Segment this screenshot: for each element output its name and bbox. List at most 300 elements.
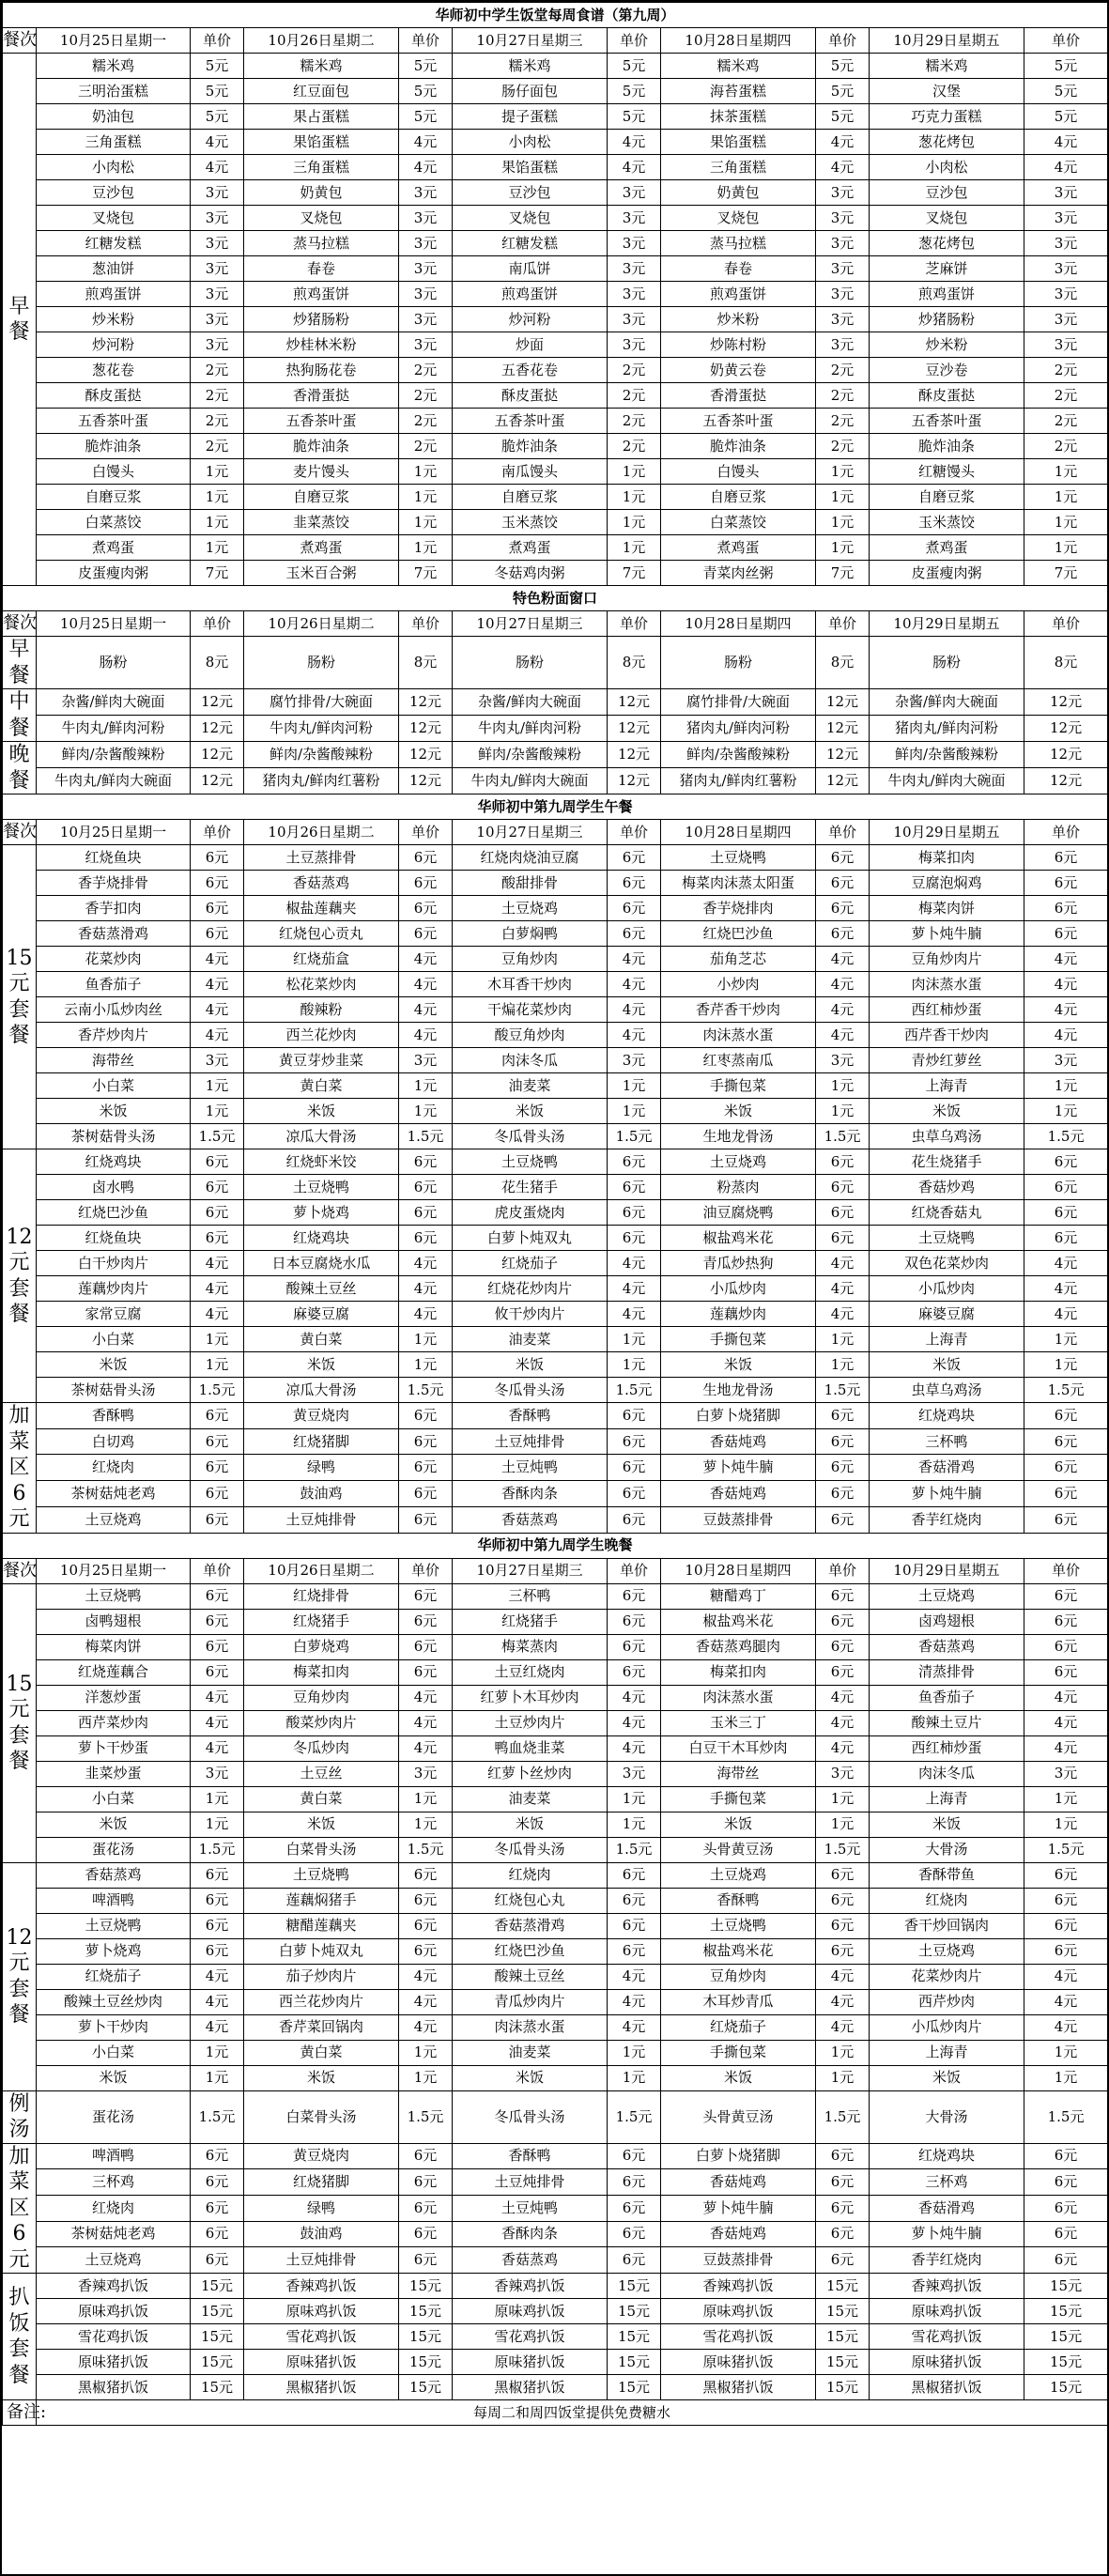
price-cell: 6元: [608, 1609, 661, 1634]
dish-cell: 香芹菜回锅肉: [244, 2014, 399, 2040]
dish-cell: 白萝卜炖双丸: [244, 1938, 399, 1964]
dish-cell: 生地龙骨汤: [661, 1378, 816, 1403]
dish-cell: 油麦菜: [453, 1073, 608, 1099]
dish-cell: 椒盐鸡米花: [661, 1226, 816, 1251]
price-cell: 6元: [816, 1609, 870, 1634]
price-cell: 6元: [191, 921, 244, 947]
price-cell: 6元: [191, 2221, 244, 2247]
dish-cell: 萝卜炖牛腩: [870, 1481, 1024, 1507]
dish-cell: 香酥带鱼: [870, 1862, 1024, 1888]
price-cell: 6元: [1024, 1506, 1108, 1533]
price-cell: 15元: [816, 2299, 870, 2324]
dish-cell: 红烧鱼块: [37, 1226, 191, 1251]
dish-cell: 米饭: [37, 2065, 191, 2090]
price-cell: 1元: [1024, 1099, 1108, 1124]
price-cell: 15元: [1024, 2299, 1108, 2324]
dish-cell: 香菇蒸滑鸡: [453, 1913, 608, 1938]
dish-cell: 白馒头: [37, 459, 191, 485]
dish-cell: 肉沫冬瓜: [870, 1761, 1024, 1786]
dish-cell: 啤酒鸭: [37, 1888, 191, 1913]
price-cell: 4元: [191, 1276, 244, 1302]
dish-cell: 小瓜炒肉: [661, 1276, 816, 1302]
price-cell: 6元: [816, 1403, 870, 1429]
price-cell: 2元: [399, 434, 453, 459]
dish-cell: 鱼香茄子: [870, 1685, 1024, 1710]
dish-cell: 香辣鸡扒饭: [244, 2274, 399, 2299]
dish-cell: 青炒红萝丝: [870, 1048, 1024, 1073]
meal-category: 中餐: [3, 689, 37, 742]
dish-cell: 梅菜肉饼: [37, 1634, 191, 1659]
price-cell: 8元: [191, 637, 244, 689]
dish-cell: 红萝卜木耳炒肉: [453, 1685, 608, 1710]
table-row: [3, 1938, 1108, 1964]
price-cell: 5元: [191, 54, 244, 79]
dish-cell: 土豆烧鸡: [661, 1149, 816, 1175]
dish-cell: 杂酱/鲜肉大碗面: [870, 689, 1024, 716]
price-cell: 15元: [816, 2324, 870, 2350]
price-header: 单价: [399, 820, 453, 845]
dish-cell: 牛肉丸/鲜肉大碗面: [37, 768, 191, 794]
dish-cell: 土豆烧鸭: [453, 1149, 608, 1175]
price-cell: 15元: [608, 2299, 661, 2324]
price-cell: 3元: [191, 180, 244, 206]
dish-cell: 茶树菇炖老鸡: [37, 1481, 191, 1507]
table-row: [3, 1352, 1108, 1378]
dish-cell: 红烧巴沙鱼: [37, 1200, 191, 1226]
table-row: [3, 1609, 1108, 1634]
dish-cell: 三杯鸭: [453, 1583, 608, 1609]
table-row: [3, 1124, 1108, 1149]
note-text: 每周二和周四饭堂提供免费糖水: [37, 2400, 1108, 2426]
table-row: [3, 1812, 1108, 1837]
dish-cell: 奶油包: [37, 104, 191, 130]
dish-cell: 小白菜: [37, 2040, 191, 2065]
dish-cell: 豆角炒肉片: [870, 947, 1024, 972]
price-cell: 6元: [399, 1403, 453, 1429]
dish-cell: 鲜肉/杂酱酸辣粉: [870, 742, 1024, 768]
note-row: [3, 2400, 1108, 2426]
dish-cell: 脆炸油条: [661, 434, 816, 459]
dish-cell: 白菜骨头汤: [244, 1837, 399, 1862]
price-cell: 4元: [608, 997, 661, 1023]
price-cell: 1元: [608, 2065, 661, 2090]
table-row: [3, 972, 1108, 997]
dish-cell: 香菇滑鸡: [870, 1455, 1024, 1481]
section-title: 华师初中第九周学生晚餐: [3, 1533, 1108, 1558]
table-row: [3, 921, 1108, 947]
dish-cell: 原味猪扒饭: [244, 2350, 399, 2375]
price-cell: 6元: [399, 1226, 453, 1251]
dish-cell: 酸菜炒肉片: [244, 1710, 399, 1735]
price-cell: 15元: [399, 2375, 453, 2400]
price-cell: 4元: [1024, 997, 1108, 1023]
dish-cell: 冬瓜炒肉: [244, 1735, 399, 1761]
table-row: [3, 2169, 1108, 2196]
price-cell: 1元: [399, 535, 453, 561]
price-cell: 3元: [608, 1761, 661, 1786]
dish-cell: 煎鸡蛋饼: [453, 282, 608, 307]
price-cell: 4元: [399, 130, 453, 155]
price-cell: 6元: [399, 1938, 453, 1964]
price-cell: 3元: [1024, 180, 1108, 206]
price-cell: 2元: [608, 434, 661, 459]
dish-cell: 黄白菜: [244, 1073, 399, 1099]
price-cell: 6元: [191, 1659, 244, 1685]
dish-cell: 萝卜烧鸡: [37, 1938, 191, 1964]
dish-cell: 米饭: [870, 1812, 1024, 1837]
table-row: [3, 1888, 1108, 1913]
dish-cell: 酸甜排骨: [453, 871, 608, 896]
meal-category: 加 菜 区6 元: [3, 1403, 37, 1534]
table-row: [3, 1964, 1108, 1989]
table-row: [3, 409, 1108, 434]
dish-cell: 手撕包菜: [661, 2040, 816, 2065]
price-cell: 6元: [608, 1226, 661, 1251]
dish-cell: 香辣鸡扒饭: [453, 2274, 608, 2299]
dish-cell: 自磨豆浆: [870, 485, 1024, 510]
price-cell: 2元: [1024, 434, 1108, 459]
price-cell: 7元: [1024, 561, 1108, 586]
dish-cell: 肠粉: [453, 637, 608, 689]
table-row: [3, 768, 1108, 794]
price-cell: 6元: [816, 1583, 870, 1609]
table-row: [3, 1327, 1108, 1352]
price-cell: 1元: [608, 1099, 661, 1124]
dish-cell: 酸辣土豆片: [870, 1710, 1024, 1735]
dish-cell: 脆炸油条: [453, 434, 608, 459]
price-cell: 3元: [816, 231, 870, 256]
price-cell: 4元: [608, 155, 661, 180]
price-cell: 4元: [191, 947, 244, 972]
price-cell: 6元: [608, 1862, 661, 1888]
price-cell: 1元: [399, 1352, 453, 1378]
dish-cell: 红烧鸡块: [870, 2143, 1024, 2169]
dish-cell: 梅菜蒸肉: [453, 1634, 608, 1659]
dish-cell: 香芋烧排肉: [661, 896, 816, 921]
price-cell: 4元: [608, 947, 661, 972]
price-cell: 6元: [191, 1175, 244, 1200]
price-cell: 3元: [399, 1761, 453, 1786]
table-row: [3, 535, 1108, 561]
dish-cell: 干煸花菜炒肉: [453, 997, 608, 1023]
price-header: 单价: [816, 1558, 870, 1583]
price-cell: 2元: [399, 383, 453, 409]
price-header: 单价: [816, 820, 870, 845]
day-header: 10月27日星期三: [453, 28, 608, 54]
dish-cell: 酥皮蛋挞: [37, 383, 191, 409]
price-cell: 4元: [1024, 1302, 1108, 1327]
dish-cell: 椒盐莲藕夹: [244, 896, 399, 921]
dish-cell: 煮鸡蛋: [661, 535, 816, 561]
day-header: 10月28日星期四: [661, 1558, 816, 1583]
dish-cell: 煎鸡蛋饼: [661, 282, 816, 307]
dish-cell: 炒河粉: [37, 332, 191, 358]
price-cell: 2元: [399, 409, 453, 434]
dish-cell: 土豆烧鸡: [870, 1583, 1024, 1609]
price-cell: 6元: [1024, 845, 1108, 871]
dish-cell: 香菇滑鸡: [870, 2195, 1024, 2221]
table-row: [3, 689, 1108, 716]
section-title-row: [3, 794, 1108, 820]
price-cell: 4元: [608, 1989, 661, 2014]
dish-cell: 雪花鸡扒饭: [870, 2324, 1024, 2350]
dish-cell: 米饭: [244, 2065, 399, 2090]
price-cell: 4元: [1024, 1710, 1108, 1735]
dish-cell: 肉沫蒸水蛋: [661, 1023, 816, 1048]
dish-cell: 果占蛋糕: [244, 104, 399, 130]
header-row: [3, 28, 1108, 54]
price-header: 单价: [1024, 820, 1108, 845]
dish-cell: 炒面: [453, 332, 608, 358]
price-cell: 3元: [816, 180, 870, 206]
table-row: [3, 947, 1108, 972]
price-cell: 6元: [1024, 2169, 1108, 2196]
price-header: 单价: [191, 820, 244, 845]
price-cell: 1元: [399, 1812, 453, 1837]
price-cell: 1元: [608, 1786, 661, 1812]
dish-cell: 土豆烧鸡: [453, 896, 608, 921]
dish-cell: 米饭: [244, 1812, 399, 1837]
dish-cell: 西兰花炒肉片: [244, 1989, 399, 2014]
dish-cell: 红烧猪手: [244, 1609, 399, 1634]
dish-cell: 葱油饼: [37, 256, 191, 282]
price-cell: 6元: [608, 2195, 661, 2221]
table-row: [3, 997, 1108, 1023]
dish-cell: 肠仔面包: [453, 79, 608, 104]
dish-cell: 米饭: [661, 2065, 816, 2090]
dish-cell: 冬菇鸡肉粥: [453, 561, 608, 586]
dish-cell: 土豆炖鸭: [453, 1455, 608, 1481]
table-row: [3, 485, 1108, 510]
price-cell: 6元: [399, 1149, 453, 1175]
price-cell: 6元: [1024, 2195, 1108, 2221]
price-cell: 1.5元: [1024, 1378, 1108, 1403]
price-cell: 6元: [191, 1455, 244, 1481]
price-cell: 6元: [1024, 1659, 1108, 1685]
dish-cell: 五香茶叶蛋: [870, 409, 1024, 434]
price-cell: 4元: [399, 947, 453, 972]
day-header: 10月28日星期四: [661, 611, 816, 637]
table-row: [3, 2065, 1108, 2090]
dish-cell: 原味鸡扒饭: [870, 2299, 1024, 2324]
dish-cell: 酸辣土豆丝: [244, 1276, 399, 1302]
price-cell: 2元: [399, 358, 453, 383]
price-cell: 6元: [399, 1913, 453, 1938]
price-header: 单价: [608, 1558, 661, 1583]
dish-cell: 攸干炒肉片: [453, 1302, 608, 1327]
price-cell: 3元: [399, 1048, 453, 1073]
table-row: [3, 434, 1108, 459]
table-row: [3, 2040, 1108, 2065]
dish-cell: 煮鸡蛋: [244, 535, 399, 561]
price-cell: 5元: [399, 54, 453, 79]
price-cell: 6元: [399, 2195, 453, 2221]
dish-cell: 猪肉丸/鲜肉河粉: [661, 716, 816, 742]
dish-cell: 抹茶蛋糕: [661, 104, 816, 130]
price-cell: 2元: [191, 409, 244, 434]
price-cell: 1元: [191, 485, 244, 510]
table-row: [3, 2247, 1108, 2274]
dish-cell: 米饭: [37, 1099, 191, 1124]
dish-cell: 白菜蒸饺: [661, 510, 816, 535]
price-cell: 6元: [399, 1659, 453, 1685]
price-cell: 2元: [1024, 383, 1108, 409]
dish-cell: 米饭: [244, 1352, 399, 1378]
price-cell: 4元: [1024, 972, 1108, 997]
price-cell: 4元: [399, 1276, 453, 1302]
dish-cell: 米饭: [870, 1099, 1024, 1124]
price-header: 单价: [608, 28, 661, 54]
dish-cell: 西红柿炒蛋: [870, 997, 1024, 1023]
price-cell: 6元: [191, 1583, 244, 1609]
price-cell: 5元: [816, 79, 870, 104]
table-row: [3, 2195, 1108, 2221]
price-cell: 3元: [1024, 256, 1108, 282]
dish-cell: 牛肉丸/鲜肉河粉: [453, 716, 608, 742]
price-cell: 7元: [191, 561, 244, 586]
dish-cell: 萝卜炖牛腩: [870, 921, 1024, 947]
dish-cell: 白萝烧鸡: [244, 1634, 399, 1659]
dish-cell: 鲜肉/杂酱酸辣粉: [453, 742, 608, 768]
dish-cell: 手撕包菜: [661, 1327, 816, 1352]
price-cell: 6元: [1024, 2143, 1108, 2169]
price-cell: 6元: [608, 2143, 661, 2169]
price-cell: 3元: [1024, 282, 1108, 307]
price-cell: 6元: [399, 1862, 453, 1888]
dish-cell: 汉堡: [870, 79, 1024, 104]
dish-cell: 煮鸡蛋: [453, 535, 608, 561]
price-cell: 4元: [816, 1276, 870, 1302]
table-row: [3, 1099, 1108, 1124]
price-cell: 1元: [608, 1073, 661, 1099]
dish-cell: 双色花菜炒肉: [870, 1251, 1024, 1276]
price-cell: 6元: [1024, 1455, 1108, 1481]
table-row: [3, 1989, 1108, 2014]
price-cell: 3元: [1024, 307, 1108, 332]
dish-cell: 木耳炒青瓜: [661, 1989, 816, 2014]
dish-cell: 萝卜炖牛腩: [661, 2195, 816, 2221]
dish-cell: 原味猪扒饭: [661, 2350, 816, 2375]
day-header: 10月25日星期一: [37, 28, 191, 54]
price-cell: 6元: [399, 896, 453, 921]
dish-cell: 葱花烤包: [870, 130, 1024, 155]
price-cell: 1.5元: [191, 1378, 244, 1403]
price-cell: 1元: [191, 2040, 244, 2065]
dish-cell: 豆角炒肉: [453, 947, 608, 972]
table-row: [3, 1226, 1108, 1251]
dish-cell: 三杯鸭: [870, 1428, 1024, 1455]
price-cell: 1.5元: [608, 1837, 661, 1862]
price-cell: 1元: [1024, 1073, 1108, 1099]
price-cell: 3元: [1024, 332, 1108, 358]
price-cell: 1元: [399, 1786, 453, 1812]
dish-cell: 香滑蛋挞: [661, 383, 816, 409]
price-cell: 8元: [816, 637, 870, 689]
price-cell: 4元: [191, 997, 244, 1023]
price-cell: 6元: [399, 1888, 453, 1913]
dish-cell: 煮鸡蛋: [37, 535, 191, 561]
price-cell: 1元: [608, 510, 661, 535]
dish-cell: 香菇蒸鸡: [453, 2247, 608, 2274]
price-cell: 1元: [816, 2040, 870, 2065]
price-cell: 6元: [191, 1938, 244, 1964]
dish-cell: 肠粉: [661, 637, 816, 689]
dish-cell: 炒米粉: [37, 307, 191, 332]
dish-cell: 绿鸭: [244, 2195, 399, 2221]
price-cell: 3元: [399, 307, 453, 332]
price-cell: 2元: [608, 383, 661, 409]
price-cell: 2元: [608, 409, 661, 434]
dish-cell: 香酥肉条: [453, 2221, 608, 2247]
price-cell: 4元: [399, 1023, 453, 1048]
dish-cell: 油麦菜: [453, 2040, 608, 2065]
table-row: [3, 896, 1108, 921]
dish-cell: 五香茶叶蛋: [453, 409, 608, 434]
dish-cell: 莲藕焖猪手: [244, 1888, 399, 1913]
price-cell: 6元: [1024, 1481, 1108, 1507]
dish-cell: 米饭: [661, 1352, 816, 1378]
price-cell: 6元: [816, 1659, 870, 1685]
price-cell: 1元: [608, 485, 661, 510]
day-header: 10月27日星期三: [453, 820, 608, 845]
dish-cell: 头骨黄豆汤: [661, 2090, 816, 2143]
price-cell: 3元: [399, 231, 453, 256]
price-cell: 6元: [1024, 1913, 1108, 1938]
dish-cell: 香菇炖鸡: [661, 1481, 816, 1507]
dish-cell: 米饭: [453, 1352, 608, 1378]
meal-header: 餐次: [3, 1558, 37, 1583]
price-cell: 1元: [1024, 1786, 1108, 1812]
table-row: [3, 2274, 1108, 2299]
meal-category: 早 餐: [3, 54, 37, 586]
price-cell: 6元: [399, 1609, 453, 1634]
price-cell: 12元: [608, 768, 661, 794]
price-cell: 12元: [816, 689, 870, 716]
dish-cell: 西芹香干炒肉: [870, 1023, 1024, 1048]
dish-cell: 猪肉丸/鲜肉河粉: [870, 716, 1024, 742]
dish-cell: 糯米鸡: [453, 54, 608, 79]
dish-cell: 香菇蒸鸡: [37, 1862, 191, 1888]
dish-cell: 五香茶叶蛋: [37, 409, 191, 434]
dish-cell: 豆沙包: [870, 180, 1024, 206]
table-row: [3, 1403, 1108, 1429]
price-cell: 15元: [1024, 2324, 1108, 2350]
table-row: [3, 1710, 1108, 1735]
price-cell: 6元: [608, 2247, 661, 2274]
price-cell: 12元: [608, 742, 661, 768]
price-cell: 12元: [399, 742, 453, 768]
price-cell: 6元: [608, 1175, 661, 1200]
price-cell: 4元: [1024, 1276, 1108, 1302]
price-cell: 4元: [816, 2014, 870, 2040]
dish-cell: 花生猪手: [453, 1175, 608, 1200]
price-cell: 1元: [608, 459, 661, 485]
dish-cell: 叉烧包: [661, 206, 816, 231]
dish-cell: 原味鸡扒饭: [244, 2299, 399, 2324]
price-cell: 5元: [608, 104, 661, 130]
price-cell: 6元: [608, 1659, 661, 1685]
dish-cell: 红糖发糕: [37, 231, 191, 256]
meal-category: 12 元 套 餐: [3, 1149, 37, 1403]
price-cell: 6元: [191, 1226, 244, 1251]
dish-cell: 雪花鸡扒饭: [37, 2324, 191, 2350]
table-row: [3, 1735, 1108, 1761]
price-cell: 6元: [1024, 1609, 1108, 1634]
price-cell: 4元: [191, 130, 244, 155]
dish-cell: 土豆炒肉片: [453, 1710, 608, 1735]
price-cell: 6元: [191, 1609, 244, 1634]
table-row: [3, 2014, 1108, 2040]
